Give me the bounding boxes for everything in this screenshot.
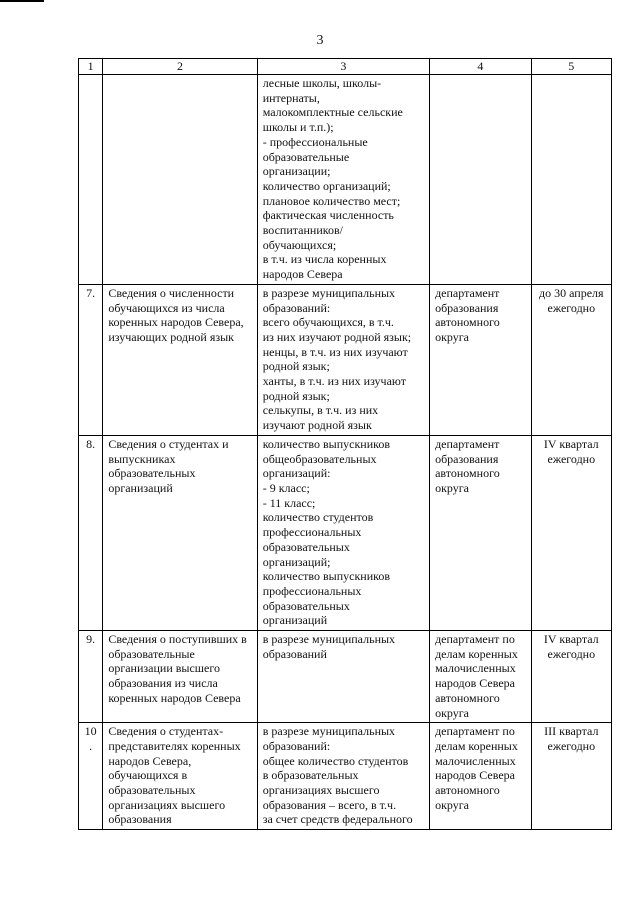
detail-line: образовательные xyxy=(262,149,350,164)
row-title: Сведения о поступивших в образовательные организации высшего образования из числа коренных народов Севера xyxy=(103,631,257,723)
detail-line: организаций; xyxy=(262,554,331,569)
detail-line: родной язык; xyxy=(262,388,330,403)
corner-mark xyxy=(0,0,44,2)
table-row xyxy=(79,435,612,630)
detail-line: образований xyxy=(262,646,327,661)
detail-line: плановое количество мест; xyxy=(262,193,401,208)
cell-title xyxy=(103,75,257,285)
cell-details xyxy=(257,723,429,830)
detail-line: интернаты, xyxy=(262,90,320,105)
detail-line: количество выпускников xyxy=(262,436,391,451)
row-number: 10. xyxy=(79,723,103,830)
header-col-5: 5 xyxy=(531,59,611,75)
table-row-continuation xyxy=(79,75,612,285)
detail-line: изучают родной язык xyxy=(262,418,372,433)
row-deadline: III квартал ежегодно xyxy=(531,723,611,830)
detail-line: малокомплектные сельские xyxy=(262,105,403,120)
row-title: Сведения о студентах-представителях коренных народов Севера, обучающихся в образовательных организациях высшего образования xyxy=(103,723,257,830)
cell-details xyxy=(257,631,429,723)
detail-line: организациях высшего xyxy=(262,783,380,798)
table-row xyxy=(79,631,612,723)
detail-line: в разрезе муниципальных xyxy=(262,285,396,300)
detail-line: школы и т.п.); xyxy=(262,120,334,135)
row-responsible: департамент образования автономного округа xyxy=(430,284,532,435)
row-responsible: департамент по делам коренных малочисленных народов Севера автономного округа xyxy=(430,723,532,830)
row-title: Сведения о численности обучающихся из числа коренных народов Севера, изучающих родной язык xyxy=(103,284,257,435)
detail-line: в разрезе муниципальных xyxy=(262,724,396,739)
row-responsible: департамент по делам коренных малочисленных народов Севера автономного округа xyxy=(430,631,532,723)
detail-line: организаций xyxy=(262,613,328,628)
detail-line: образовательных xyxy=(262,598,350,613)
detail-line: образовательных xyxy=(262,539,350,554)
detail-line: профессиональных xyxy=(262,583,362,598)
row-title: Сведения о студентах и выпускниках образовательных организаций xyxy=(103,435,257,630)
cell-details xyxy=(257,284,429,435)
detail-line: родной язык; xyxy=(262,359,330,374)
detail-line: селькупы, в т.ч. из них xyxy=(262,403,379,418)
row-number: 8. xyxy=(79,435,103,630)
cell-details xyxy=(257,435,429,630)
table-row xyxy=(79,723,612,830)
detail-line: лесные школы, школы- xyxy=(262,76,382,90)
detail-line: всего обучающихся, в т.ч. xyxy=(262,315,394,330)
detail-line: общее количество студентов xyxy=(262,753,409,768)
detail-line: в т.ч. из числа коренных xyxy=(262,252,387,267)
detail-line: в разрезе муниципальных xyxy=(262,632,396,647)
detail-line: ненцы, в т.ч. из них изучают xyxy=(262,344,408,359)
header-col-3: 3 xyxy=(257,59,429,75)
detail-line: количество выпускников xyxy=(262,569,391,584)
table-header-row xyxy=(79,59,612,75)
header-col-1: 1 xyxy=(79,59,103,75)
detail-line: воспитанников/ xyxy=(262,223,343,238)
cell-details xyxy=(257,75,429,285)
header-col-4: 4 xyxy=(430,59,532,75)
row-responsible: департамент образования автономного округа xyxy=(430,435,532,630)
detail-line: ханты, в т.ч. из них изучают xyxy=(262,374,406,389)
row-deadline: IV квартал ежегодно xyxy=(531,631,611,723)
row-number: 9. xyxy=(79,631,103,723)
detail-line: народов Севера xyxy=(262,267,343,282)
detail-line: образования – всего, в т.ч. xyxy=(262,797,397,812)
detail-line: количество студентов xyxy=(262,510,374,525)
row-number: 7. xyxy=(79,284,103,435)
table-row xyxy=(79,284,612,435)
detail-line: образований: xyxy=(262,300,331,315)
row-deadline: IV квартал ежегодно xyxy=(531,435,611,630)
detail-line: образований: xyxy=(262,738,331,753)
detail-line: организации; xyxy=(262,164,331,179)
cell-num xyxy=(79,75,103,285)
detail-line: - профессиональные xyxy=(262,134,368,149)
detail-line: фактическая численность xyxy=(262,208,394,223)
detail-line: - 11 класс; xyxy=(262,495,316,510)
row-deadline: до 30 апреля ежегодно xyxy=(531,284,611,435)
detail-line: организаций: xyxy=(262,466,331,481)
detail-line: из них изучают родной язык; xyxy=(262,329,412,344)
detail-line: профессиональных xyxy=(262,525,362,540)
detail-line: обучающихся; xyxy=(262,237,337,252)
detail-line: в образовательных xyxy=(262,768,359,783)
detail-line: общеобразовательных xyxy=(262,451,377,466)
detail-line: за счет средств федерального xyxy=(262,812,413,827)
cell-deadline xyxy=(531,75,611,285)
header-col-2: 2 xyxy=(103,59,257,75)
detail-line: количество организаций; xyxy=(262,178,391,193)
data-table xyxy=(78,58,612,830)
page-number: 3 xyxy=(316,33,324,48)
detail-line: - 9 класс; xyxy=(262,480,310,495)
cell-responsible xyxy=(430,75,532,285)
